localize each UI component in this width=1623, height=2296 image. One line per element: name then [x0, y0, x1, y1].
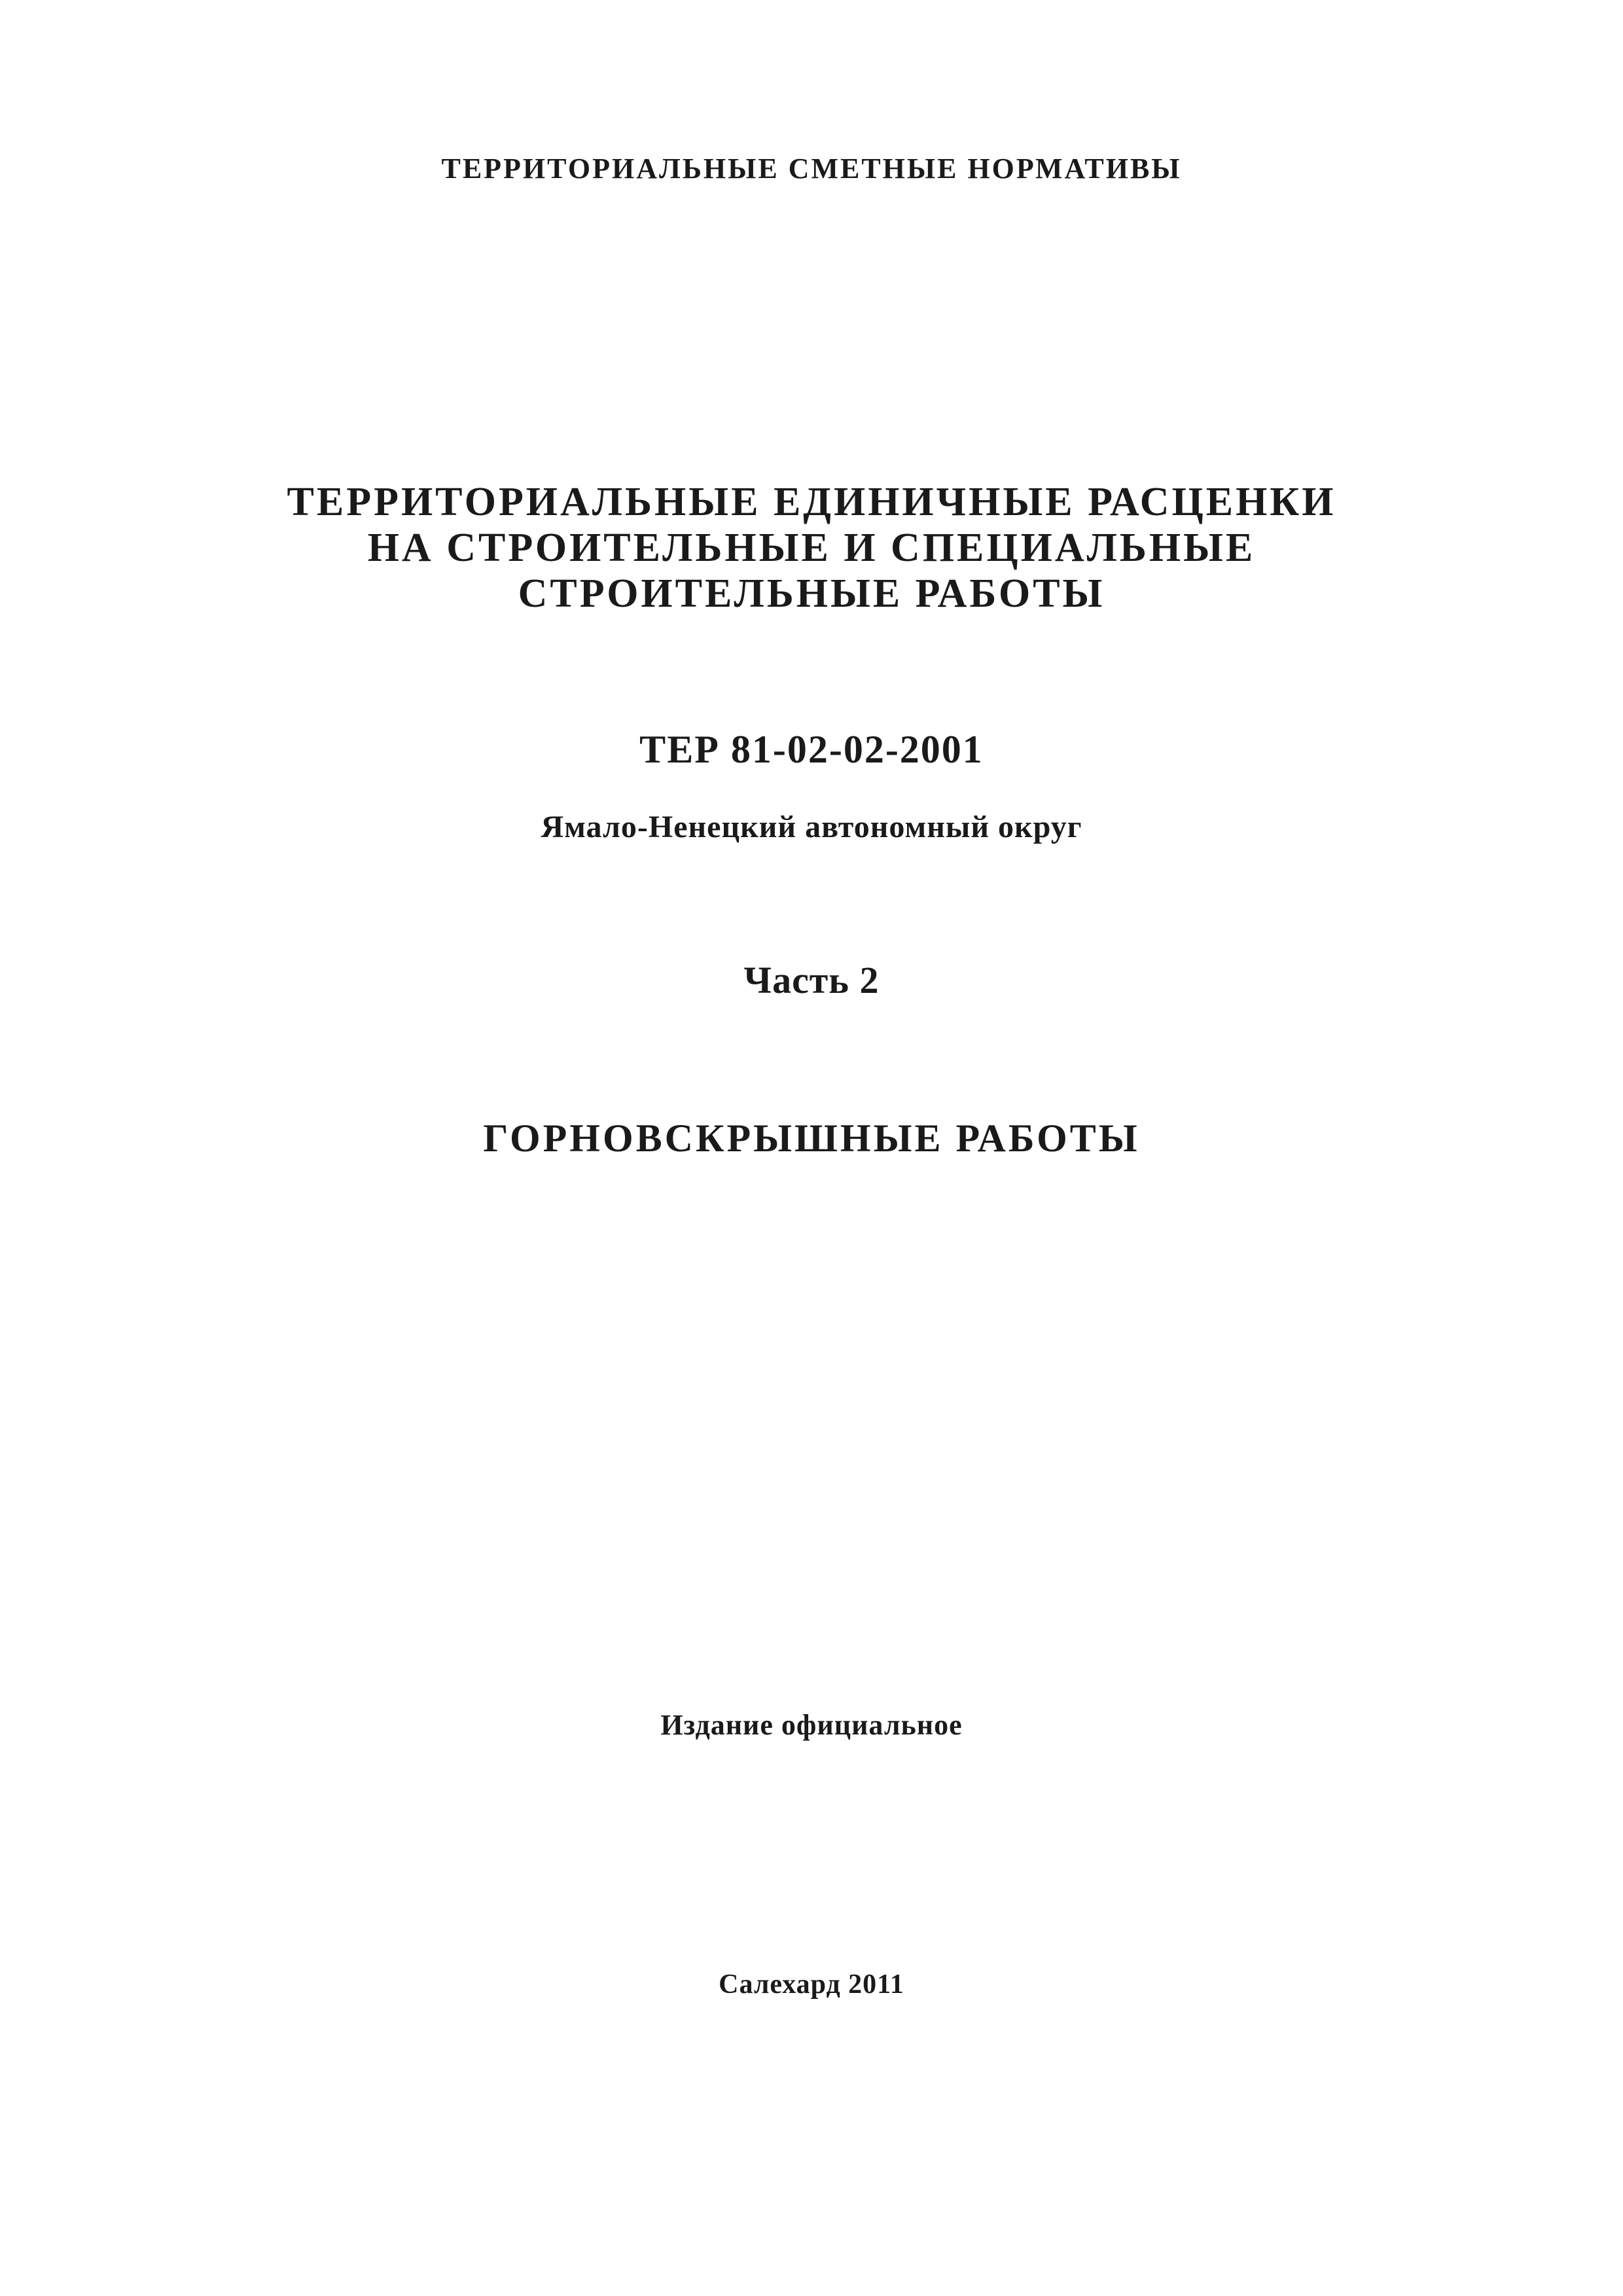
section-title: ГОРНОВСКРЫШНЫЕ РАБОТЫ: [483, 1117, 1140, 1160]
document-title: [0, 479, 1623, 617]
document-title-line: СТРОИТЕЛЬНЫЕ РАБОТЫ: [518, 571, 1105, 616]
document-title-line: НА СТРОИТЕЛЬНЫЕ И СПЕЦИАЛЬНЫЕ: [367, 526, 1256, 570]
place-and-year: Салехард 2011: [719, 1969, 904, 2000]
part-number: Часть 2: [743, 959, 880, 1001]
region-name: Ямало-Ненецкий автономный округ: [541, 810, 1082, 844]
document-title-line: ТЕРРИТОРИАЛЬНЫЕ ЕДИНИЧНЫЕ РАСЦЕНКИ: [287, 480, 1336, 524]
document-code: ТЕР 81-02-02-2001: [639, 728, 984, 771]
series-heading: ТЕРРИТОРИАЛЬНЫЕ СМЕТНЫЕ НОРМАТИВЫ: [441, 152, 1182, 185]
edition-note: Издание официальное: [660, 1709, 963, 1741]
